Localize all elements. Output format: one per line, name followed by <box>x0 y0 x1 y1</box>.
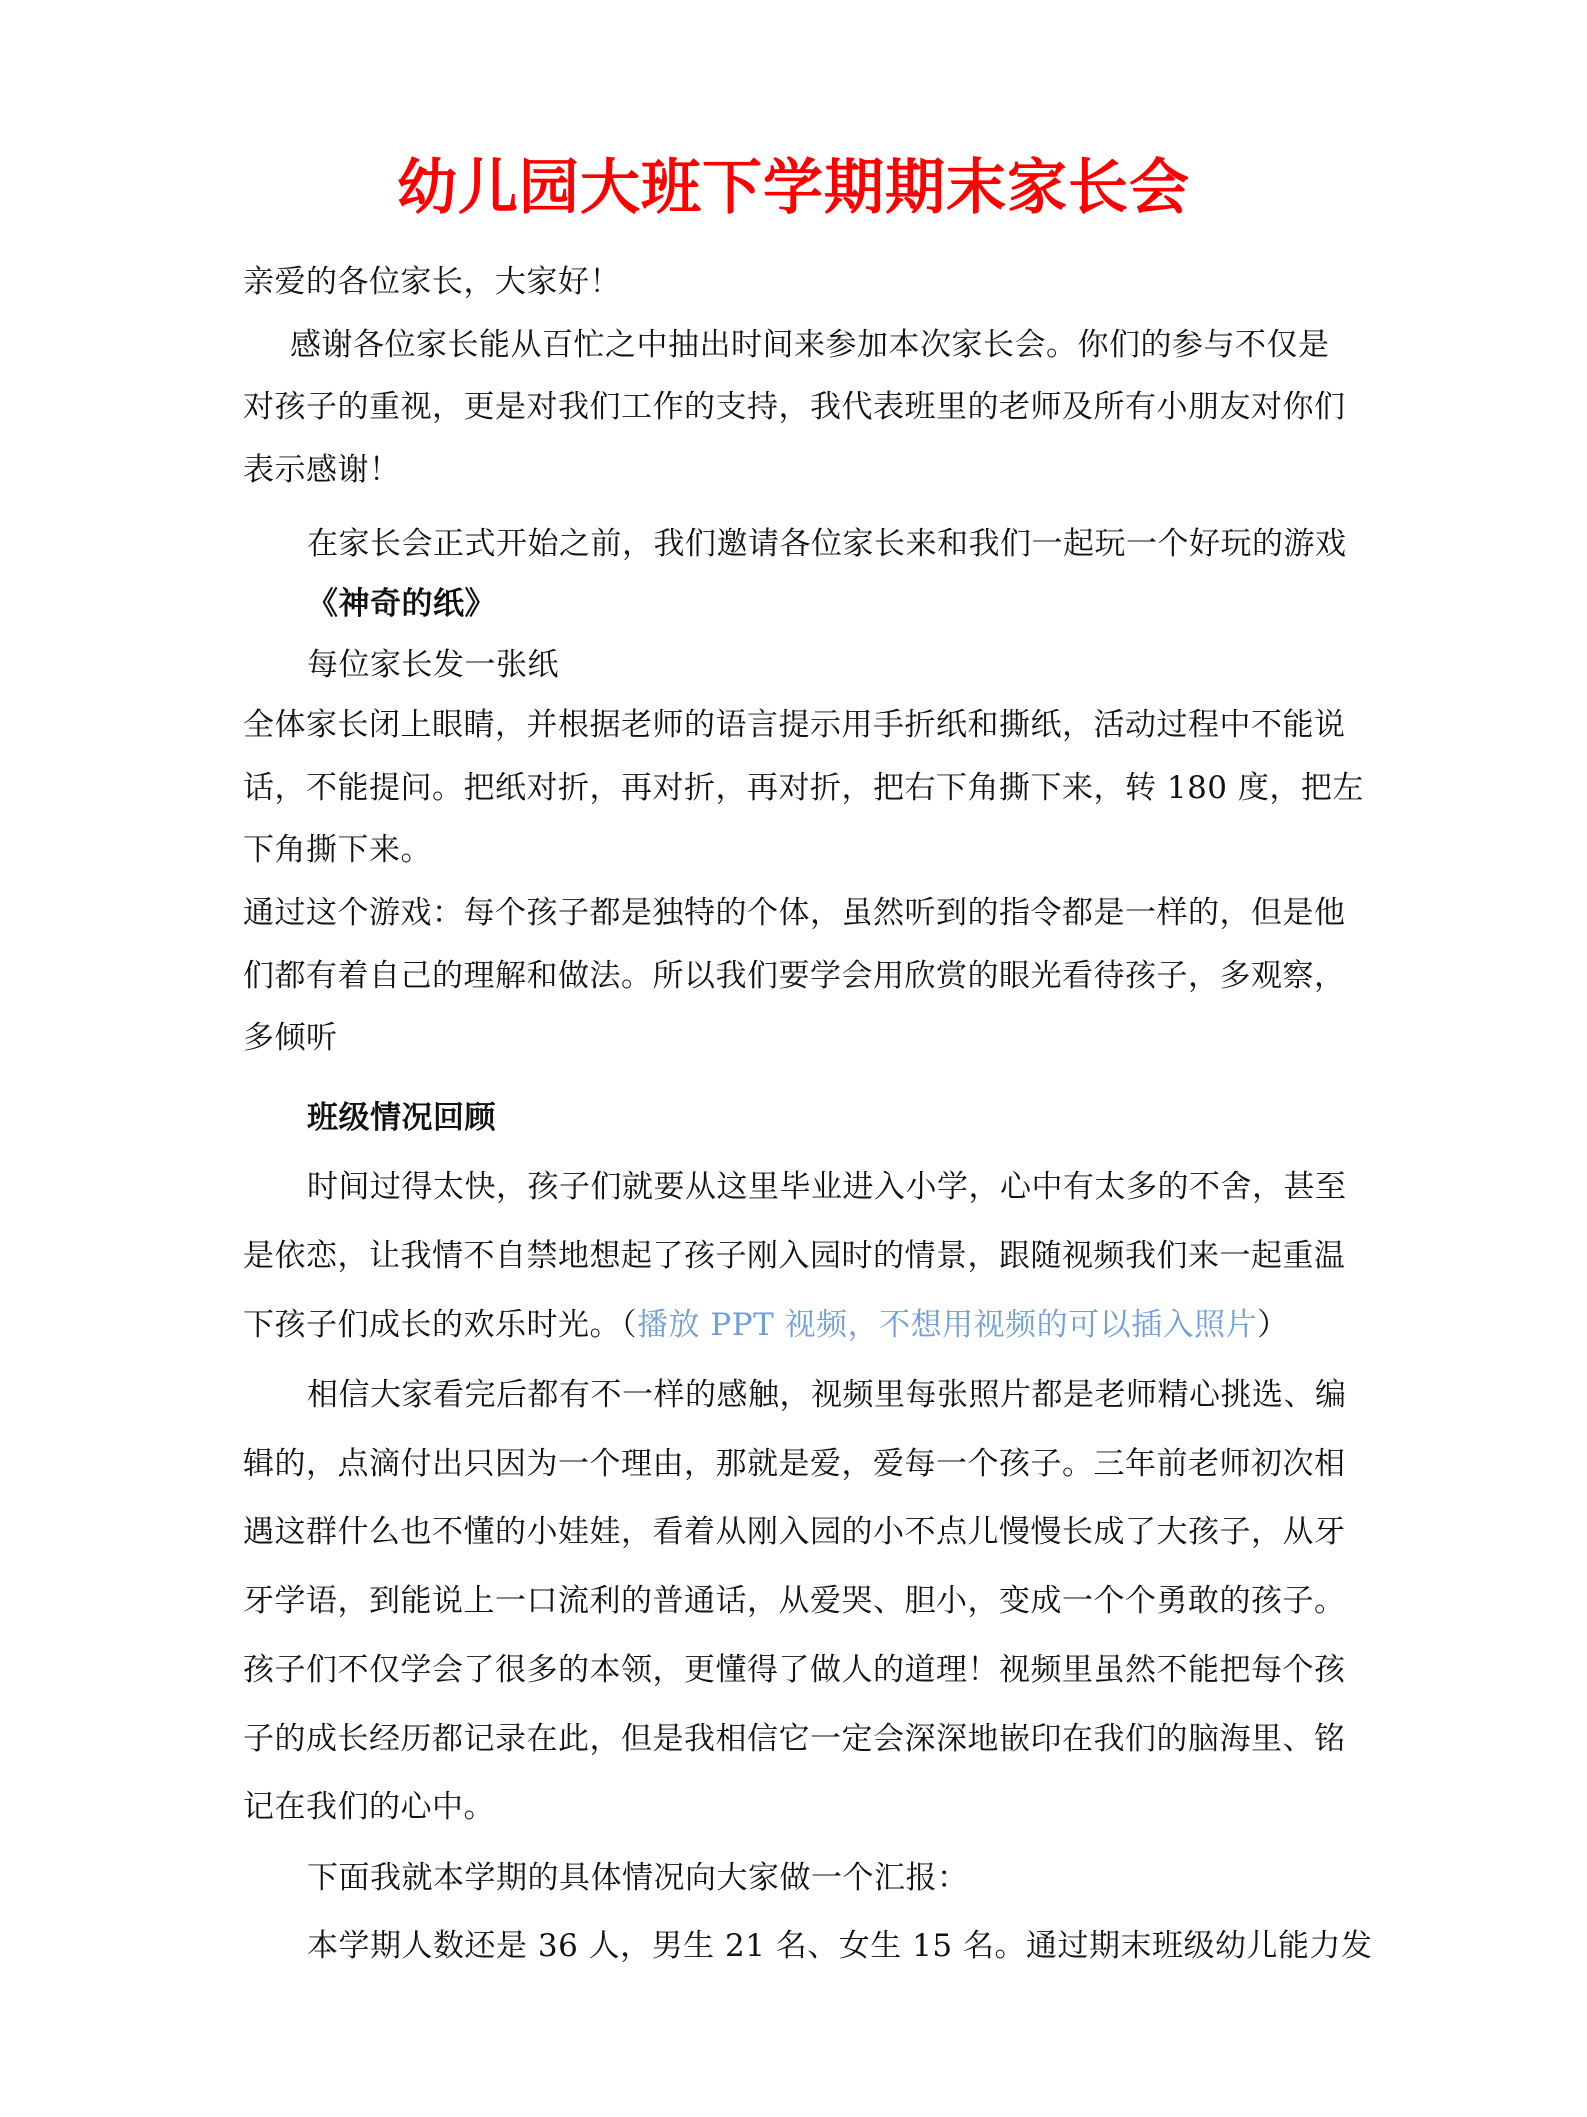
paragraph-line: 辑的，点滴付出只因为一个理由，那就是爱，爱每一个孩子。三年前老师初次相 <box>243 1446 1346 1482</box>
paragraph-line: 子的成长经历都记录在此，但是我相信它一定会深深地嵌印在我们的脑海里、铭 <box>243 1721 1346 1757</box>
paragraph-line: 们都有着自己的理解和做法。所以我们要学会用欣赏的眼光看待孩子，多观察， <box>243 958 1346 994</box>
paragraph-line: 孩子们不仅学会了很多的本领，更懂得了做人的道理！视频里虽然不能把每个孩 <box>243 1652 1346 1688</box>
paragraph-line: 下角撕下来。 <box>243 832 432 868</box>
paragraph-line: 本学期人数还是 36 人，男生 21 名、女生 15 名。通过期末班级幼儿能力发 <box>307 1928 1373 1964</box>
paragraph-line: 记在我们的心中。 <box>243 1789 495 1825</box>
paragraph-line: 感谢各位家长能从百忙之中抽出时间来参加本次家长会。你们的参与不仅是 <box>290 327 1330 363</box>
paragraph-line: 是依恋，让我情不自禁地想起了孩子刚入园时的情景，跟随视频我们来一起重温 <box>243 1238 1346 1274</box>
section-heading: 班级情况回顾 <box>307 1100 496 1136</box>
paragraph-line: 在家长会正式开始之前，我们邀请各位家长来和我们一起玩一个好玩的游戏 <box>307 526 1347 562</box>
paragraph-text: ） <box>1257 1307 1289 1343</box>
paragraph-line: 对孩子的重视，更是对我们工作的支持，我代表班里的老师及所有小朋友对你们 <box>243 389 1346 425</box>
paragraph-line: 下面我就本学期的具体情况向大家做一个汇报： <box>307 1860 969 1896</box>
paragraph-line: 多倾听 <box>243 1020 338 1056</box>
paragraph-line: 牙学语，到能说上一口流利的普通话，从爱哭、胆小，变成一个个勇敢的孩子。 <box>243 1583 1346 1619</box>
game-title: 《神奇的纸》 <box>307 586 496 622</box>
paragraph-line: 每位家长发一张纸 <box>307 647 559 683</box>
paragraph-line: 全体家长闭上眼睛，并根据老师的语言提示用手折纸和撕纸，活动过程中不能说 <box>243 707 1346 743</box>
paragraph-line: 通过这个游戏：每个孩子都是独特的个体，虽然听到的指令都是一样的，但是他 <box>243 895 1346 931</box>
paragraph-line: 话，不能提问。把纸对折，再对折，再对折，把右下角撕下来，转 180 度，把左 <box>243 770 1364 806</box>
editor-note: 播放 PPT 视频，不想用视频的可以插入照片 <box>637 1307 1258 1343</box>
paragraph-line <box>243 1305 1355 1345</box>
document-title: 幼儿园大班下学期期末家长会 <box>397 153 1190 223</box>
greeting: 亲爱的各位家长，大家好！ <box>243 264 621 300</box>
paragraph-line: 遇这群什么也不懂的小娃娃，看着从刚入园的小不点儿慢慢长成了大孩子，从牙 <box>243 1514 1346 1550</box>
paragraph-line: 时间过得太快，孩子们就要从这里毕业进入小学，心中有太多的不舍，甚至 <box>307 1169 1347 1205</box>
paragraph-line: 相信大家看完后都有不一样的感触，视频里每张照片都是老师精心挑选、编 <box>307 1377 1347 1413</box>
paragraph-text: 下孩子们成长的欢乐时光。（ <box>243 1307 637 1343</box>
paragraph-line: 表示感谢！ <box>243 452 401 488</box>
